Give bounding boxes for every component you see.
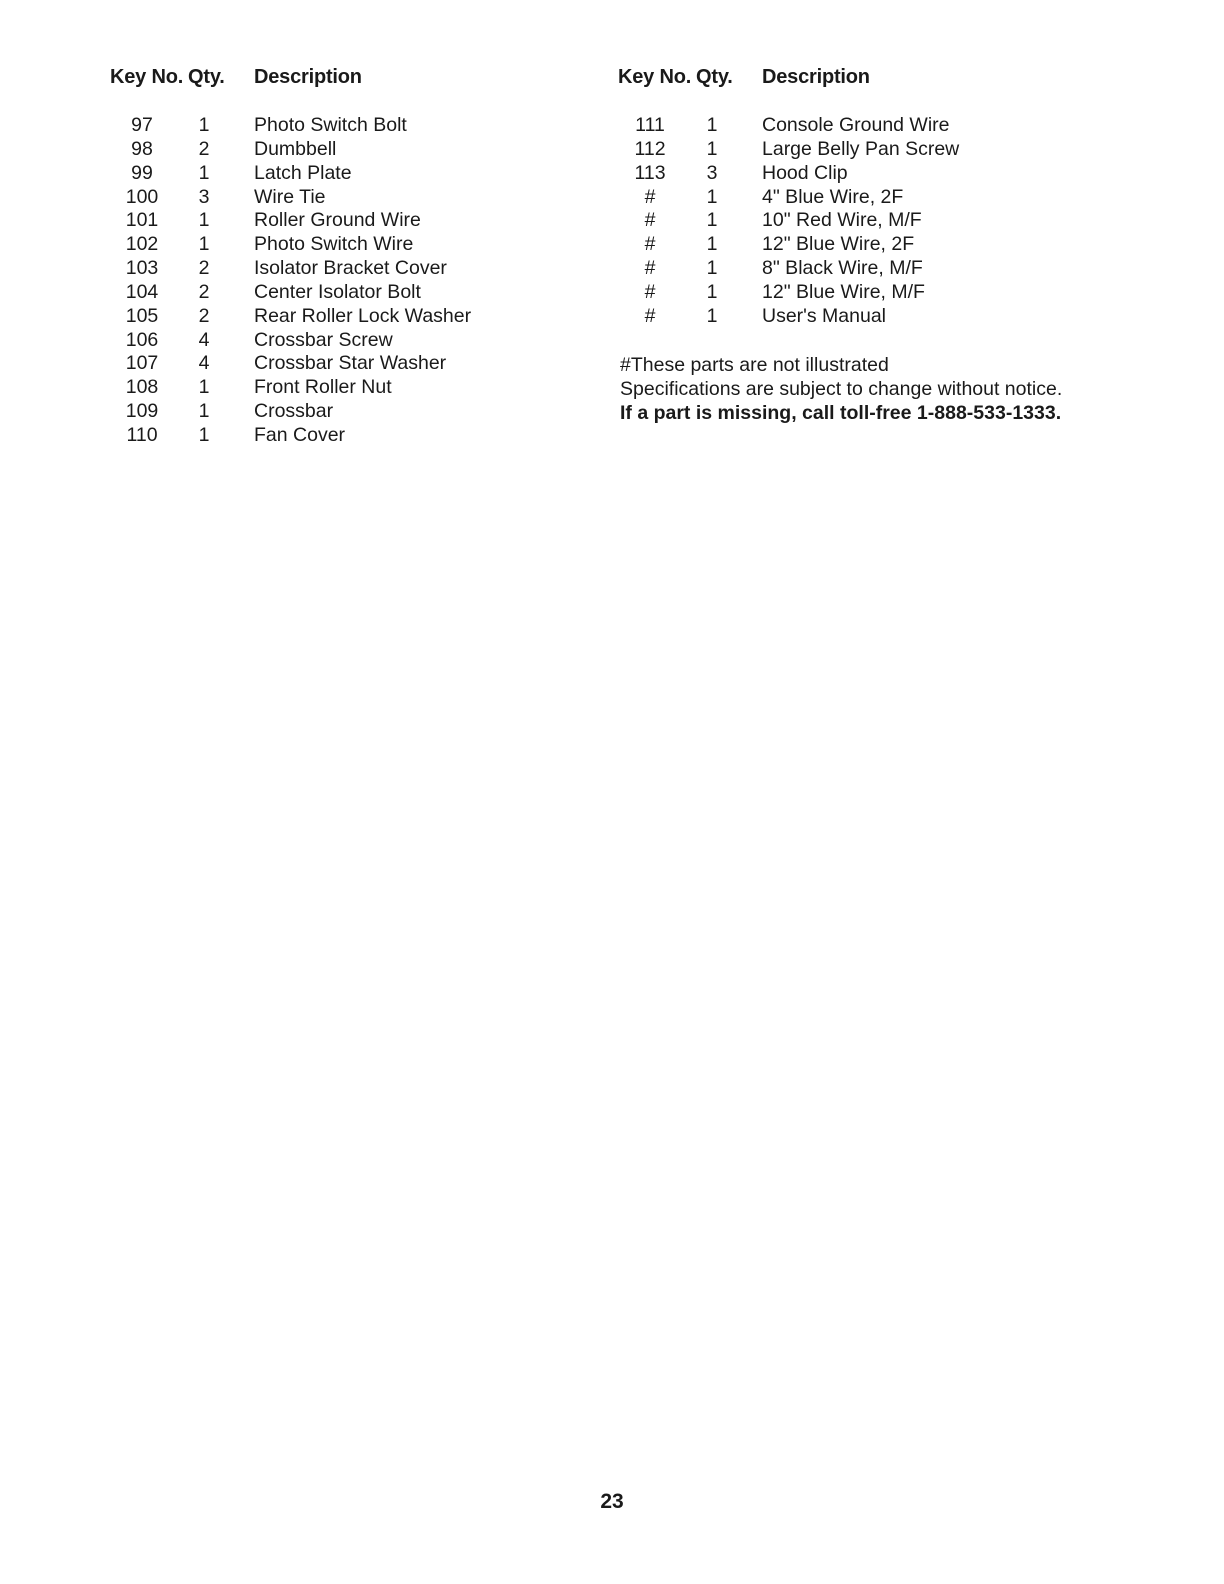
part-key: 97 — [131, 114, 153, 136]
part-key: # — [644, 257, 656, 280]
part-key: # — [644, 280, 656, 303]
part-description: 10" Red Wire, M/F — [762, 209, 922, 232]
part-qty: 1 — [706, 304, 718, 327]
part-qty: 1 — [198, 400, 210, 423]
part-key: 110 — [126, 423, 158, 446]
part-key: 106 — [125, 328, 159, 351]
part-key: 105 — [125, 304, 159, 327]
part-key: 102 — [125, 233, 159, 256]
part-key: 113 — [634, 161, 666, 184]
part-qty: 2 — [198, 137, 210, 160]
part-key: 108 — [125, 376, 159, 399]
specifications-note: Specifications are subject to change without notice. — [620, 377, 1063, 400]
part-key: 101 — [125, 209, 159, 232]
part-qty: 1 — [706, 209, 718, 232]
part-qty: 1 — [198, 423, 210, 446]
part-key: 112 — [634, 137, 666, 160]
part-qty: 1 — [198, 114, 210, 136]
header-qty: Qty. — [696, 66, 733, 88]
part-key: 99 — [131, 161, 153, 184]
part-description: Crossbar — [254, 400, 334, 423]
part-qty: 1 — [706, 185, 718, 208]
part-description: 12" Blue Wire, M/F — [762, 280, 925, 303]
part-description: Latch Plate — [254, 161, 352, 184]
part-qty: 1 — [706, 114, 718, 136]
page-number: 23 — [600, 1490, 624, 1513]
part-qty: 4 — [198, 328, 210, 351]
part-description: Roller Ground Wire — [254, 209, 421, 232]
part-description: Photo Switch Wire — [254, 233, 414, 256]
part-key: 107 — [125, 352, 159, 375]
part-description: Fan Cover — [254, 423, 346, 446]
part-description: Crossbar Screw — [254, 328, 393, 351]
part-qty: 1 — [198, 376, 210, 399]
part-description: Dumbbell — [254, 137, 337, 160]
part-qty: 2 — [198, 257, 210, 280]
part-key: 103 — [125, 257, 159, 280]
part-qty: 1 — [706, 280, 718, 303]
header-description: Description — [254, 66, 362, 88]
part-key: # — [644, 209, 656, 232]
header-key-no: Key No. — [110, 66, 184, 88]
part-qty: 2 — [198, 304, 210, 327]
header-qty: Qty. — [188, 66, 225, 88]
part-key: 109 — [125, 400, 159, 423]
part-key: # — [644, 304, 656, 327]
part-description: Rear Roller Lock Washer — [254, 304, 472, 327]
part-key: 104 — [125, 280, 159, 303]
not-illustrated-note: #These parts are not illustrated — [620, 354, 889, 376]
part-key: # — [644, 233, 656, 256]
part-qty: 1 — [706, 137, 718, 160]
part-qty: 1 — [198, 161, 210, 184]
part-description: Console Ground Wire — [762, 114, 950, 136]
part-description: User's Manual — [762, 304, 887, 327]
part-qty: 4 — [198, 352, 210, 375]
part-qty: 1 — [706, 233, 718, 256]
missing-part-note: If a part is missing, call toll-free 1-888-533-1333. — [620, 401, 1062, 424]
part-description: Front Roller Nut — [254, 376, 392, 399]
part-description: 8" Black Wire, M/F — [762, 257, 923, 280]
part-description: Center Isolator Bolt — [254, 280, 421, 303]
part-qty: 2 — [198, 280, 210, 303]
part-key: 111 — [635, 114, 665, 136]
part-qty: 3 — [706, 161, 718, 184]
part-key: 98 — [131, 137, 153, 160]
part-description: Wire Tie — [254, 185, 326, 208]
part-qty: 1 — [706, 257, 718, 280]
part-description: 4" Blue Wire, 2F — [762, 185, 904, 208]
part-description: 12" Blue Wire, 2F — [762, 233, 915, 256]
part-key: 100 — [125, 185, 159, 208]
part-description: Crossbar Star Washer — [254, 352, 447, 375]
parts-notes — [620, 354, 1062, 426]
header-key-no: Key No. — [618, 66, 692, 88]
header-description: Description — [762, 66, 870, 88]
part-qty: 1 — [198, 233, 210, 256]
part-key: # — [644, 185, 656, 208]
part-qty: 3 — [198, 185, 210, 208]
part-description: Large Belly Pan Screw — [762, 137, 960, 160]
part-description: Isolator Bracket Cover — [254, 257, 447, 280]
part-description: Hood Clip — [762, 161, 848, 184]
part-qty: 1 — [198, 209, 210, 232]
part-description: Photo Switch Bolt — [254, 114, 407, 136]
